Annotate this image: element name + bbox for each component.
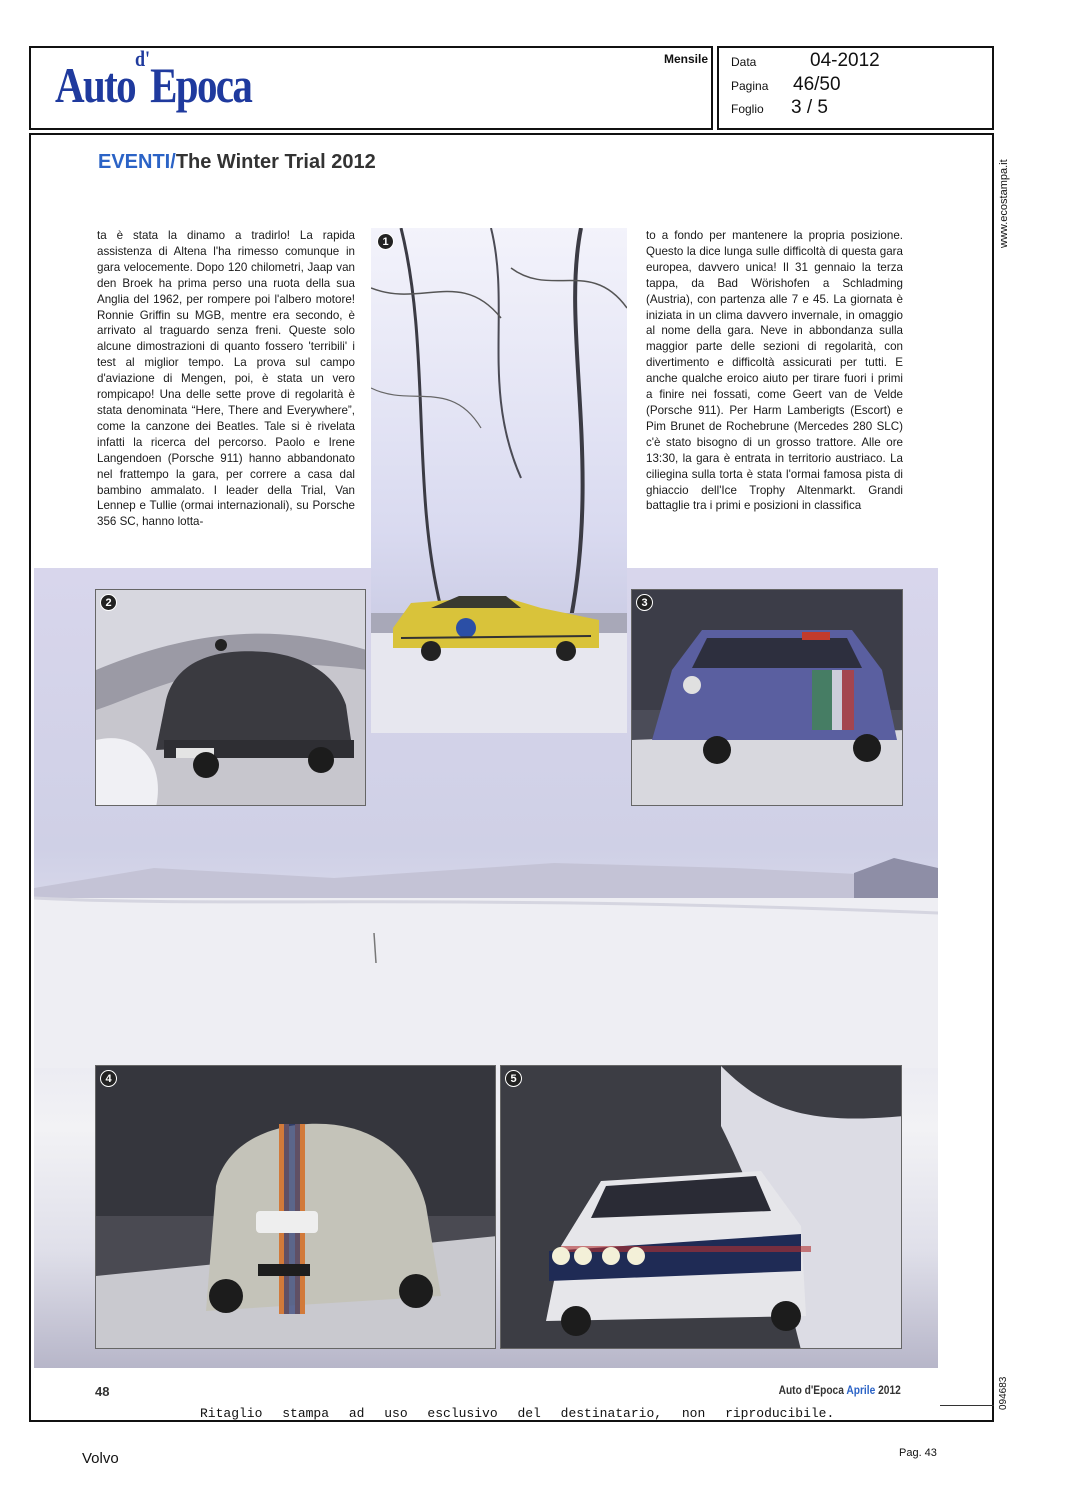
magazine-page-number: 48 bbox=[95, 1384, 110, 1399]
section-label: EVENTI bbox=[98, 151, 171, 173]
photo-5-number: 5 bbox=[505, 1070, 522, 1087]
photo-4-number: 4 bbox=[100, 1070, 117, 1087]
photo-5 bbox=[500, 1065, 902, 1349]
sheet-value: 3 / 5 bbox=[791, 97, 828, 118]
date-value: 04-2012 bbox=[810, 50, 880, 71]
photo-1-graphic bbox=[371, 228, 627, 733]
title-separator: / bbox=[170, 151, 176, 173]
magazine-name: Auto d'Epoca bbox=[778, 1383, 845, 1397]
photo-5-graphic bbox=[501, 1066, 902, 1349]
footer-rule bbox=[940, 1405, 994, 1406]
page-label: Pagina bbox=[731, 79, 769, 93]
article-title bbox=[98, 151, 376, 174]
photo-2 bbox=[95, 589, 366, 806]
sheet-label: Foglio bbox=[731, 102, 764, 116]
photo-1-number: 1 bbox=[377, 233, 394, 250]
publication-logo: Auto$^{d'}$Epoca bbox=[55, 46, 252, 113]
magazine-year: 2012 bbox=[878, 1383, 901, 1397]
magazine-footer bbox=[779, 1383, 901, 1397]
side-url: www.ecostampa.it bbox=[998, 159, 1010, 248]
page-value: 46/50 bbox=[793, 74, 841, 95]
photo-2-number: 2 bbox=[100, 594, 117, 611]
client-name: Volvo bbox=[82, 1450, 119, 1467]
magazine-month: Aprile bbox=[846, 1383, 876, 1397]
photo-4-graphic bbox=[96, 1066, 496, 1349]
side-code: 094683 bbox=[998, 1376, 1009, 1410]
photo-1 bbox=[371, 228, 627, 733]
photo-3-number: 3 bbox=[636, 594, 653, 611]
frequency-label: Mensile bbox=[664, 52, 709, 66]
photo-2-graphic bbox=[96, 590, 366, 806]
title-text: The Winter Trial 2012 bbox=[175, 151, 376, 173]
text-column-right: to a fondo per mantenere la propria posizione. Questo la dice lunga sulle difficoltà di questa gara europea, davvero unica! Il 31 gennaio la terza tappa, da Bad Wörishofen a Schladming (Austria), con partenza alle 7 e 45. La giornata è iniziata in un clima davvero invernale, in omaggio al nome della gara. Neve in abbondanza sulla maggior parte delle sezioni di regolarità, con divertimento e difficoltà assicurati per tutti. E anche qualche eroico aiuto per tirare fuori i primi a finire nei fossati, come Geert van de Velde (Porsche 911). Per Harm Lamberigts (Escort) e Pim Brunet de Rochebrune (Mercedes 280 SLC) c'è stato bisogno di un grosso trattore. Alle ore 13:30, la gara è entrata in territorio austriaco. La ciliegina sulla torta è stata l'ormai famosa pista di ghiaccio dell'Ice Trophy Altenmarkt. Grandi battaglie tra i primi e posizioni in classifica bbox=[646, 229, 903, 513]
photo-3-graphic bbox=[632, 590, 903, 806]
clipping-page-ref: Pag. 43 bbox=[899, 1447, 937, 1459]
photo-4 bbox=[95, 1065, 496, 1349]
photo-3 bbox=[631, 589, 903, 806]
text-column-left: ta è stata la dinamo a tradirlo! La rapida assistenza di Altena l'ha rimesso comunque in gara velocemente. Dopo 120 chilometri, Jaap van den Broek ha prima perso una ruota della sua Anglia del 1962, per rompere poi l'albero motore! Ronnie Griffin su MGB, mentre era secondo, è arrivato al traguardo senza freni. Queste solo alcune dimostrazioni di quanto fossero 'terribili' i test al miglior tempo. La prova sul campo d'aviazione di Mengen, poi, è stata un vero rompicapo! Una delle sette prove di regolarità è stata denominata “Here, There and Everywhere”, come la canzone dei Beatles. Tale si è rivelata infatti la ricerca del percorso. Paolo e Irene Langendoen (Porsche 911) hanno abbandonato nel frattempo la gara, per correre a casa dal bambino ammalato. I leader della Trial, Van Lennep e Tullie (ormai internazionali), su Porsche 356 SC, hanno lotta- bbox=[97, 229, 355, 529]
reproduction-disclaimer: Ritaglio stampa ad uso esclusivo del destinatario, non riproducibile. bbox=[200, 1406, 835, 1421]
date-label: Data bbox=[731, 55, 757, 69]
